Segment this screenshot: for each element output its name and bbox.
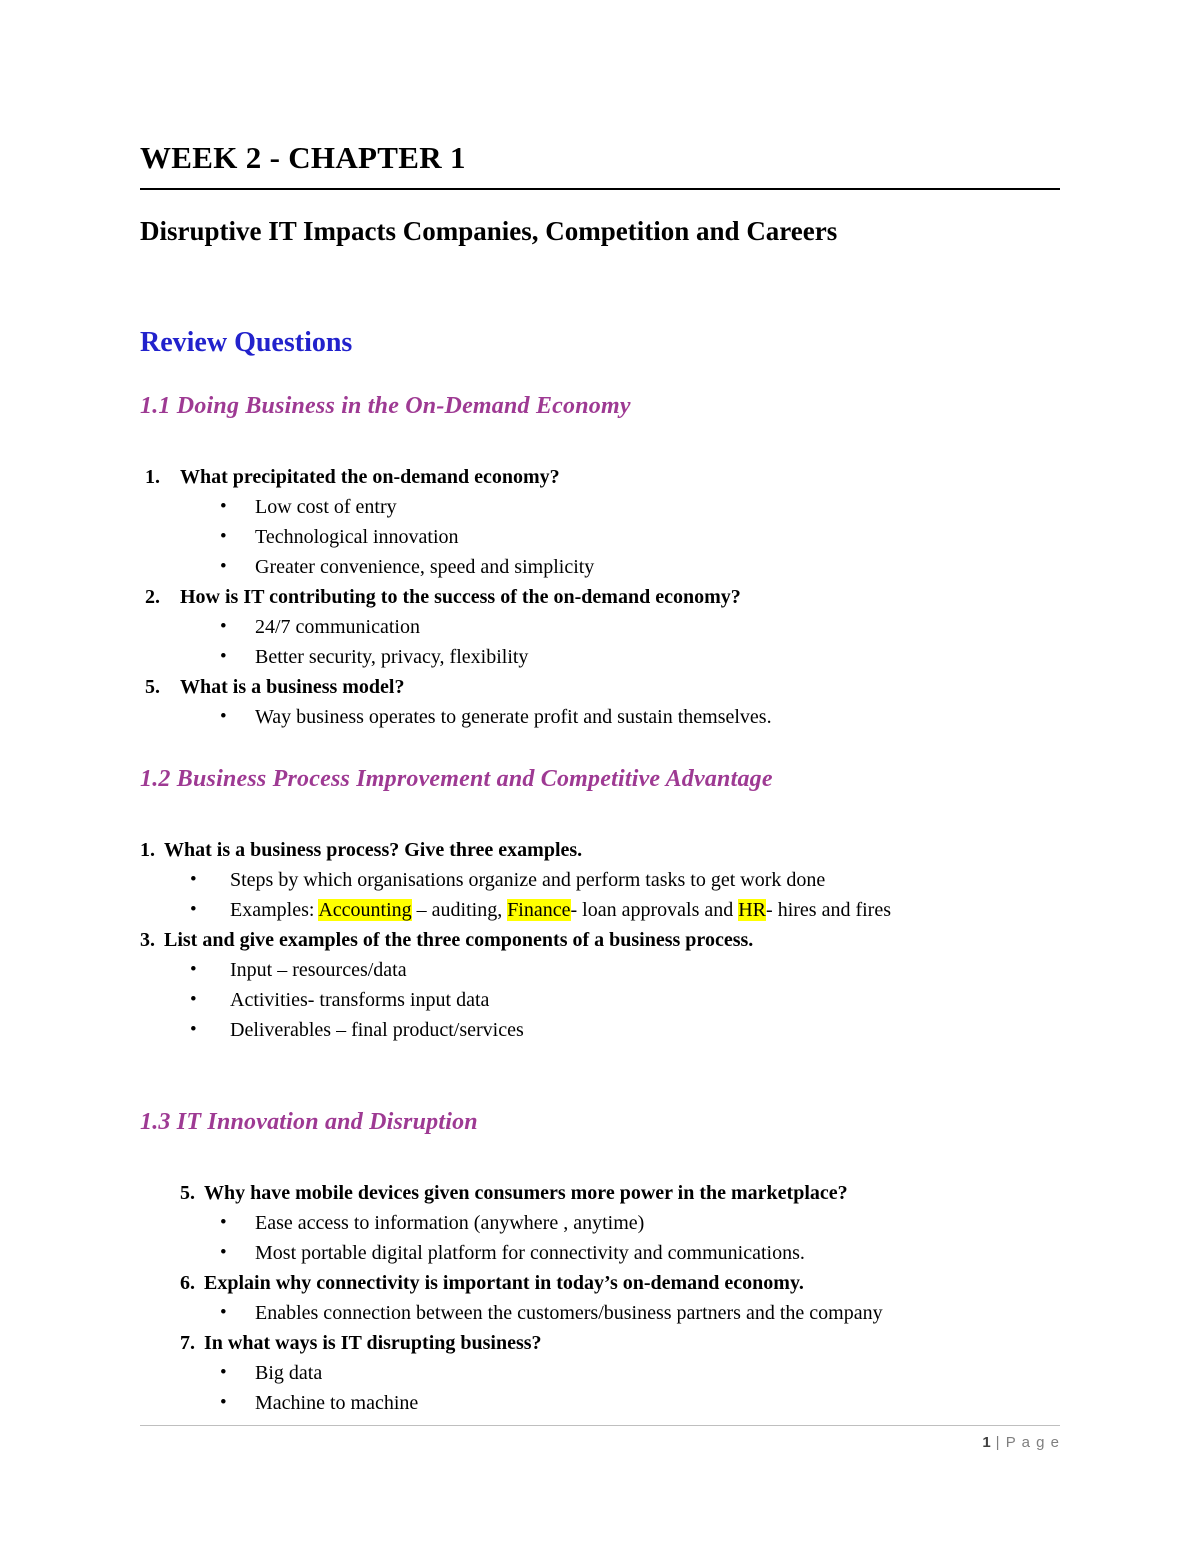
answer-list [140, 1298, 1060, 1328]
question-text: What is a business process? Give three examples. [164, 839, 583, 861]
answer-item: • Technological innovation [140, 522, 1060, 552]
question-text: Why have mobile devices given consumers more power in the marketplace? [204, 1182, 848, 1204]
question-row [140, 672, 1060, 702]
answer-item: • Steps by which organisations organize and perform tasks to get work done [140, 865, 1060, 895]
footer-divider [140, 1425, 1060, 1426]
answer-item: • Deliverables – final product/services [140, 1015, 1060, 1045]
question-text: What precipitated the on-demand economy? [180, 466, 560, 488]
answer-item [140, 895, 1060, 925]
question-number: 7. [180, 1332, 195, 1354]
question-text: In what ways is IT disrupting business? [204, 1332, 542, 1354]
answer-item: • Better security, privacy, flexibility [140, 642, 1060, 672]
page-number-area [140, 1434, 1060, 1451]
question-row [140, 1178, 1060, 1208]
question-row [140, 582, 1060, 612]
answer-segment: - loan approvals and [570, 899, 739, 921]
sections-container [140, 393, 1060, 1418]
section [140, 766, 1060, 1045]
question-text: What is a business model? [180, 676, 405, 698]
answer-item: • Machine to machine [140, 1388, 1060, 1418]
question-text: List and give examples of the three components of a business process. [164, 929, 754, 951]
question-number: 5. [180, 1182, 195, 1204]
question-row [140, 835, 1060, 865]
question-row [140, 925, 1060, 955]
answer-list [140, 1208, 1060, 1268]
section [140, 393, 1060, 732]
page-label: | P a g e [995, 1434, 1060, 1451]
page-number-value: 1 [982, 1434, 992, 1451]
answer-list [140, 702, 1060, 732]
section [140, 1109, 1060, 1418]
answer-item: • Enables connection between the customers/business partners and the company [140, 1298, 1060, 1328]
question-number: 1. [145, 466, 160, 488]
answer-segment: – auditing, [411, 899, 508, 921]
answer-list [140, 612, 1060, 672]
question-text: Explain why connectivity is important in today’s on-demand economy. [204, 1272, 804, 1294]
answer-item: • Greater convenience, speed and simplicity [140, 552, 1060, 582]
section-heading: 1.1 Doing Business in the On-Demand Economy [140, 393, 631, 419]
document-subtitle: Disruptive IT Impacts Companies, Competition and Careers [140, 216, 838, 246]
answer-item: • Big data [140, 1358, 1060, 1388]
section-heading: 1.2 Business Process Improvement and Competitive Advantage [140, 766, 773, 792]
answer-item: • Input – resources/data [140, 955, 1060, 985]
answer-list [140, 492, 1060, 582]
highlighted-term: HR [738, 899, 767, 921]
answer-item: • Way business operates to generate profit and sustain themselves. [140, 702, 1060, 732]
question-number: 6. [180, 1272, 195, 1294]
highlighted-term: Finance [507, 899, 571, 921]
question-number: 1. [140, 839, 155, 861]
answer-segment: - hires and fires [766, 899, 891, 921]
highlighted-term: Accounting [318, 899, 412, 921]
answer-item: • Ease access to information (anywhere , anytime) [140, 1208, 1060, 1238]
answer-item: • Activities- transforms input data [140, 985, 1060, 1015]
answer-list [140, 1358, 1060, 1418]
page-title: WEEK 2 - CHAPTER 1 [140, 140, 1060, 190]
page-footer [140, 1425, 1060, 1451]
answer-item: • Most portable digital platform for connectivity and communications. [140, 1238, 1060, 1268]
answer-segment: Examples: [230, 899, 319, 921]
question-row [140, 1328, 1060, 1358]
answer-list [140, 865, 1060, 925]
answer-item: • 24/7 communication [140, 612, 1060, 642]
review-questions-heading: Review Questions [140, 327, 353, 358]
question-text: How is IT contributing to the success of the on-demand economy? [180, 586, 741, 608]
question-row [140, 1268, 1060, 1298]
question-number: 2. [145, 586, 160, 608]
question-number: 5. [145, 676, 160, 698]
section-heading: 1.3 IT Innovation and Disruption [140, 1109, 478, 1135]
answer-list [140, 955, 1060, 1045]
question-row [140, 462, 1060, 492]
answer-item: • Low cost of entry [140, 492, 1060, 522]
question-number: 3. [140, 929, 155, 951]
